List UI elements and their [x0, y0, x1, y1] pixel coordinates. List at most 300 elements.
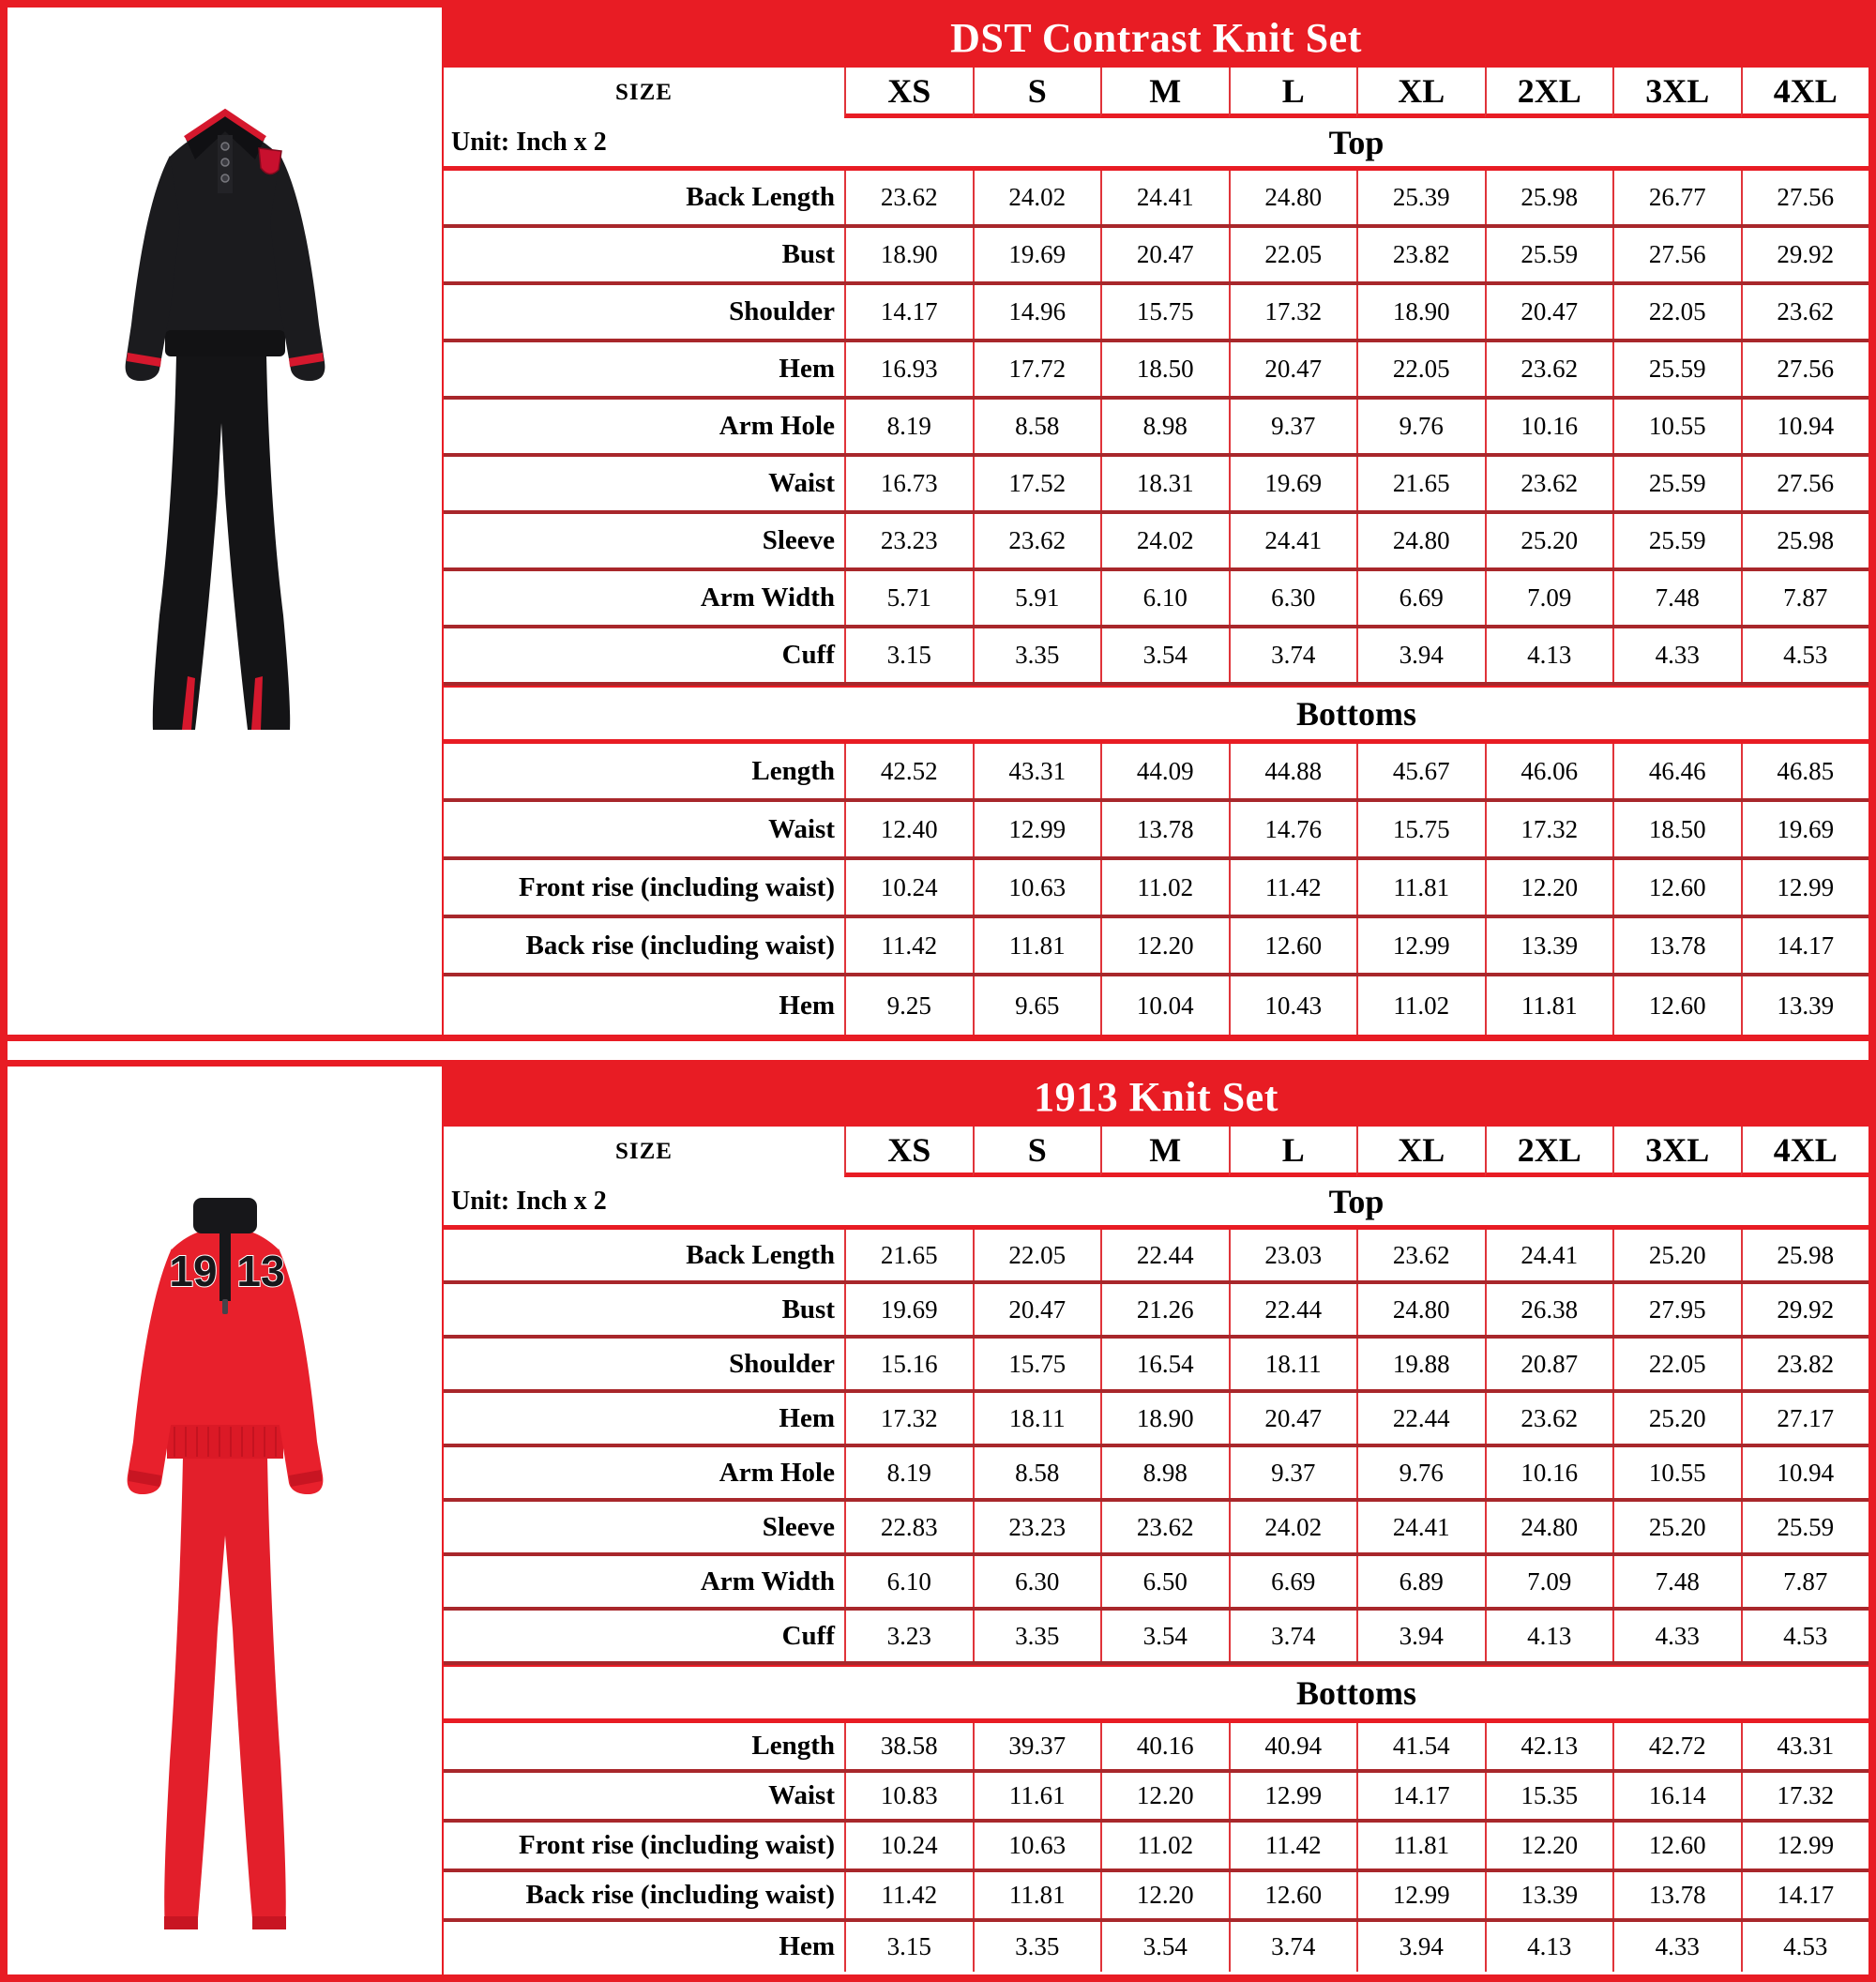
measurement-value: 25.20 [1612, 1502, 1741, 1552]
measurement-value: 9.65 [973, 976, 1101, 1035]
unit-and-top-row [444, 1177, 1868, 1230]
measurement-value: 12.99 [1356, 1872, 1485, 1918]
measurement-value: 23.62 [1485, 342, 1613, 396]
measurement-value: 22.05 [1356, 342, 1485, 396]
measurement-value: 25.59 [1612, 457, 1741, 510]
measurement-value: 10.55 [1612, 1447, 1741, 1498]
measurement-value: 23.03 [1229, 1230, 1357, 1280]
size-header-m: M [1100, 68, 1229, 118]
measurement-value: 25.39 [1356, 171, 1485, 224]
measurement-value: 23.62 [1485, 457, 1613, 510]
measurement-value: 19.69 [844, 1284, 973, 1335]
measurement-label: Back Length [686, 182, 835, 212]
measurement-value: 44.88 [1229, 744, 1357, 798]
measurement-row [444, 400, 1868, 457]
measurement-value: 6.50 [1100, 1556, 1229, 1607]
measurement-value: 18.90 [844, 228, 973, 281]
group-title-bottoms: Bottoms [1296, 1673, 1416, 1712]
measurement-value: 12.20 [1100, 918, 1229, 973]
group-header-bottoms [444, 686, 1868, 744]
measurement-value: 3.94 [1356, 1611, 1485, 1661]
measurement-value: 25.20 [1612, 1393, 1741, 1444]
measurement-value: 12.99 [1229, 1773, 1357, 1819]
measurement-value: 20.47 [1485, 285, 1613, 339]
product-photo-area [8, 8, 442, 1035]
measurement-value: 18.31 [1100, 457, 1229, 510]
measurement-value: 20.87 [1485, 1339, 1613, 1389]
measurement-row [444, 1230, 1868, 1284]
measurement-value: 17.32 [844, 1393, 973, 1444]
measurement-value: 3.23 [844, 1611, 973, 1661]
measurement-label: Arm Width [700, 1566, 835, 1596]
measurement-row [444, 571, 1868, 628]
measurement-row [444, 514, 1868, 571]
zipper-pull [222, 1299, 228, 1314]
measurement-value: 4.13 [1485, 628, 1613, 682]
measurement-value: 10.24 [844, 1823, 973, 1869]
ankle-rib [164, 1916, 198, 1929]
measurement-label: Arm Hole [719, 411, 835, 441]
measurement-value: 7.87 [1741, 571, 1869, 625]
button [221, 159, 229, 166]
measurement-value: 4.53 [1741, 1611, 1869, 1661]
measurement-value: 14.96 [973, 285, 1101, 339]
measurement-label: Arm Width [700, 582, 835, 613]
size-header-l: L [1229, 1127, 1357, 1177]
size-table [442, 8, 1868, 1035]
product-section [8, 8, 1868, 1035]
measurement-row [444, 1723, 1868, 1773]
measurement-value: 11.42 [1229, 860, 1357, 915]
measurement-value: 14.17 [844, 285, 973, 339]
size-header-row [444, 1127, 1868, 1177]
unit-label: Unit: Inch x 2 [451, 1186, 607, 1216]
measurement-value: 42.72 [1612, 1723, 1741, 1769]
measurement-value: 10.94 [1741, 1447, 1869, 1498]
size-header-xs: XS [844, 1127, 973, 1177]
measurement-value: 25.98 [1741, 1230, 1869, 1280]
measurement-value: 6.69 [1229, 1556, 1357, 1607]
measurement-value: 8.19 [844, 1447, 973, 1498]
unit-label: Unit: Inch x 2 [451, 127, 607, 157]
measurement-value: 22.05 [1612, 285, 1741, 339]
measurement-value: 29.92 [1741, 1284, 1869, 1335]
measurement-value: 6.10 [844, 1556, 973, 1607]
measurement-value: 27.17 [1741, 1393, 1869, 1444]
measurement-value: 23.62 [844, 171, 973, 224]
group-title-top: Top [1328, 1182, 1384, 1220]
measurement-value: 7.48 [1612, 1556, 1741, 1607]
button [221, 143, 229, 150]
mock-collar [193, 1198, 257, 1233]
measurement-value: 20.47 [973, 1284, 1101, 1335]
measurement-value: 12.20 [1485, 1823, 1613, 1869]
measurement-value: 21.26 [1100, 1284, 1229, 1335]
measurement-row [444, 1339, 1868, 1393]
measurement-label: Waist [768, 813, 835, 844]
measurement-value: 27.56 [1741, 171, 1869, 224]
measurement-value: 46.85 [1741, 744, 1869, 798]
measurement-value: 13.39 [1485, 918, 1613, 973]
measurement-value: 4.53 [1741, 1922, 1869, 1972]
measurement-label: Bust [781, 239, 835, 269]
measurement-value: 3.35 [973, 1611, 1101, 1661]
measurement-value: 10.94 [1741, 400, 1869, 453]
measurement-value: 14.17 [1741, 918, 1869, 973]
measurement-value: 18.50 [1100, 342, 1229, 396]
measurement-value: 16.14 [1612, 1773, 1741, 1819]
section-divider [8, 1035, 1868, 1067]
measurement-value: 10.63 [973, 860, 1101, 915]
measurement-value: 18.11 [973, 1393, 1101, 1444]
measurement-label: Shoulder [729, 296, 835, 326]
size-header-row [444, 68, 1868, 118]
measurement-value: 19.69 [1741, 802, 1869, 856]
pants-shape [152, 355, 289, 730]
measurement-value: 12.99 [1741, 1823, 1869, 1869]
measurement-label: Sleeve [762, 525, 835, 555]
measurement-value: 9.76 [1356, 400, 1485, 453]
waist-rib-band [167, 1425, 283, 1459]
measurement-value: 25.59 [1485, 228, 1613, 281]
measurement-label: Front rise (including waist) [519, 871, 835, 902]
measurement-value: 6.30 [1229, 571, 1357, 625]
product-photo-red-1913-knit-set [84, 1160, 366, 1967]
measurement-value: 19.88 [1356, 1339, 1485, 1389]
measurement-value: 11.81 [1356, 860, 1485, 915]
measurement-row [444, 1611, 1868, 1665]
measurement-value: 24.80 [1485, 1502, 1613, 1552]
measurement-value: 18.90 [1356, 285, 1485, 339]
measurement-label: Bust [781, 1294, 835, 1324]
measurement-value: 20.47 [1229, 1393, 1357, 1444]
chest-text-left: 19 [168, 1247, 218, 1295]
measurement-value: 16.73 [844, 457, 973, 510]
measurement-row [444, 1922, 1868, 1972]
button [221, 174, 229, 182]
measurement-label: Length [751, 1731, 835, 1761]
measurement-value: 7.09 [1485, 1556, 1613, 1607]
measurement-label: Length [751, 755, 835, 786]
measurement-value: 8.19 [844, 400, 973, 453]
ankle-rib [252, 1916, 286, 1929]
measurement-value: 12.60 [1612, 860, 1741, 915]
measurement-value: 25.20 [1485, 514, 1613, 567]
measurement-value: 12.60 [1229, 918, 1357, 973]
measurement-value: 25.59 [1612, 514, 1741, 567]
measurement-value: 5.91 [973, 571, 1101, 625]
group-header-spacer [444, 688, 844, 739]
measurement-value: 21.65 [1356, 457, 1485, 510]
measurement-value: 16.93 [844, 342, 973, 396]
measurement-value: 9.25 [844, 976, 973, 1035]
size-header-l: L [1229, 68, 1357, 118]
group-title-top: Top [1328, 123, 1384, 161]
measurement-value: 13.39 [1741, 976, 1869, 1035]
size-column-header: SIZE [615, 1139, 673, 1164]
measurement-value: 9.76 [1356, 1447, 1485, 1498]
measurement-label: Arm Hole [719, 1457, 835, 1488]
zipper [219, 1230, 231, 1301]
measurement-value: 26.77 [1612, 171, 1741, 224]
measurement-value: 15.75 [1356, 802, 1485, 856]
measurement-label: Back Length [686, 1239, 835, 1270]
measurement-value: 11.81 [1485, 976, 1613, 1035]
measurement-value: 43.31 [973, 744, 1101, 798]
size-header-s: S [973, 68, 1101, 118]
measurement-label: Front rise (including waist) [519, 1830, 835, 1860]
measurement-value: 17.32 [1741, 1773, 1869, 1819]
measurement-value: 6.30 [973, 1556, 1101, 1607]
group-header-bottoms [444, 1665, 1868, 1723]
measurement-value: 10.16 [1485, 400, 1613, 453]
measurement-value: 3.94 [1356, 628, 1485, 682]
measurement-row [444, 860, 1868, 918]
chest-text-right: 13 [235, 1247, 285, 1295]
measurement-value: 10.55 [1612, 400, 1741, 453]
sweater-hem-band [165, 330, 285, 356]
measurement-value: 41.54 [1356, 1723, 1485, 1769]
measurement-value: 3.74 [1229, 1922, 1357, 1972]
measurement-value: 3.74 [1229, 1611, 1357, 1661]
measurement-value: 7.09 [1485, 571, 1613, 625]
measurement-value: 16.54 [1100, 1339, 1229, 1389]
leggings-shape [164, 1457, 286, 1929]
size-header-s: S [973, 1127, 1101, 1177]
measurement-value: 18.11 [1229, 1339, 1357, 1389]
measurement-value: 23.82 [1741, 1339, 1869, 1389]
measurement-value: 25.59 [1612, 342, 1741, 396]
measurement-value: 6.89 [1356, 1556, 1485, 1607]
measurement-value: 40.94 [1229, 1723, 1357, 1769]
measurement-value: 4.13 [1485, 1611, 1613, 1661]
product-photo-area [8, 1067, 442, 1974]
measurement-value: 22.44 [1356, 1393, 1485, 1444]
size-header-3xl: 3XL [1612, 1127, 1741, 1177]
measurement-value: 45.67 [1356, 744, 1485, 798]
measurement-value: 22.44 [1100, 1230, 1229, 1280]
measurement-value: 24.80 [1356, 1284, 1485, 1335]
measurement-row [444, 1823, 1868, 1872]
measurement-value: 11.02 [1100, 860, 1229, 915]
measurement-value: 8.98 [1100, 400, 1229, 453]
size-column-header: SIZE [615, 80, 673, 105]
measurement-value: 6.69 [1356, 571, 1485, 625]
measurement-row [444, 802, 1868, 860]
measurement-row [444, 171, 1868, 228]
measurement-value: 4.13 [1485, 1922, 1613, 1972]
measurement-value: 17.72 [973, 342, 1101, 396]
measurement-value: 11.02 [1100, 1823, 1229, 1869]
measurement-value: 22.05 [1229, 228, 1357, 281]
measurement-value: 3.15 [844, 628, 973, 682]
measurement-value: 4.33 [1612, 1611, 1741, 1661]
measurement-value: 12.60 [1229, 1872, 1357, 1918]
measurement-value: 11.02 [1356, 976, 1485, 1035]
measurement-value: 25.98 [1485, 171, 1613, 224]
measurement-value: 13.78 [1612, 1872, 1741, 1918]
measurement-value: 25.20 [1612, 1230, 1741, 1280]
measurement-value: 5.71 [844, 571, 973, 625]
measurement-value: 11.42 [1229, 1823, 1357, 1869]
measurement-value: 11.61 [973, 1773, 1101, 1819]
measurement-value: 3.54 [1100, 1922, 1229, 1972]
measurement-value: 42.52 [844, 744, 973, 798]
size-header-m: M [1100, 1127, 1229, 1177]
measurement-row [444, 1284, 1868, 1339]
measurement-value: 29.92 [1741, 228, 1869, 281]
measurement-label: Hem [779, 354, 835, 384]
measurement-value: 11.81 [973, 1872, 1101, 1918]
measurement-value: 3.54 [1100, 628, 1229, 682]
measurement-value: 19.69 [973, 228, 1101, 281]
measurement-row [444, 1393, 1868, 1447]
group-header-spacer [444, 1667, 844, 1718]
measurement-value: 15.75 [1100, 285, 1229, 339]
measurement-label: Cuff [781, 1620, 835, 1651]
measurement-row [444, 285, 1868, 342]
size-header-xl: XL [1356, 1127, 1485, 1177]
measurement-value: 4.33 [1612, 1922, 1741, 1972]
measurement-label: Back rise (including waist) [525, 930, 835, 961]
measurement-row [444, 918, 1868, 976]
measurement-value: 24.41 [1485, 1230, 1613, 1280]
size-table [442, 1067, 1868, 1974]
measurement-label: Sleeve [762, 1511, 835, 1542]
measurement-value: 12.20 [1100, 1872, 1229, 1918]
measurement-value: 9.37 [1229, 1447, 1357, 1498]
measurement-label: Hem [779, 990, 835, 1021]
measurement-value: 9.37 [1229, 400, 1357, 453]
measurement-value: 14.17 [1356, 1773, 1485, 1819]
measurement-value: 24.02 [1229, 1502, 1357, 1552]
measurement-value: 22.05 [973, 1230, 1101, 1280]
measurement-row [444, 228, 1868, 285]
measurement-value: 23.62 [1485, 1393, 1613, 1444]
measurement-value: 15.16 [844, 1339, 973, 1389]
measurement-value: 15.35 [1485, 1773, 1613, 1819]
chest-crest [259, 148, 281, 174]
measurement-value: 11.81 [1356, 1823, 1485, 1869]
measurement-value: 21.65 [844, 1230, 973, 1280]
measurement-value: 24.02 [1100, 514, 1229, 567]
measurement-value: 11.42 [844, 918, 973, 973]
measurement-value: 25.98 [1741, 514, 1869, 567]
measurement-value: 8.58 [973, 400, 1101, 453]
measurement-row [444, 744, 1868, 802]
measurement-label: Back rise (including waist) [525, 1880, 835, 1910]
measurement-value: 6.10 [1100, 571, 1229, 625]
measurement-value: 10.83 [844, 1773, 973, 1819]
measurement-value: 23.23 [973, 1502, 1101, 1552]
measurement-value: 27.56 [1741, 342, 1869, 396]
measurement-row [444, 1773, 1868, 1823]
measurement-value: 4.33 [1612, 628, 1741, 682]
measurement-value: 43.31 [1741, 1723, 1869, 1769]
measurement-value: 22.83 [844, 1502, 973, 1552]
group-title-bottoms: Bottoms [1296, 694, 1416, 733]
measurement-value: 14.76 [1229, 802, 1357, 856]
measurement-value: 11.42 [844, 1872, 973, 1918]
measurement-value: 3.54 [1100, 1611, 1229, 1661]
measurement-value: 13.78 [1612, 918, 1741, 973]
measurement-value: 38.58 [844, 1723, 973, 1769]
measurement-label: Cuff [781, 640, 835, 670]
measurement-value: 22.44 [1229, 1284, 1357, 1335]
section-title-bar [444, 1067, 1868, 1127]
section-title: 1913 Knit Set [1034, 1073, 1278, 1120]
measurement-value: 12.20 [1485, 860, 1613, 915]
size-header-xl: XL [1356, 68, 1485, 118]
measurement-row [444, 1556, 1868, 1611]
measurement-value: 19.69 [1229, 457, 1357, 510]
measurement-value: 46.46 [1612, 744, 1741, 798]
measurement-value: 10.43 [1229, 976, 1357, 1035]
measurement-value: 46.06 [1485, 744, 1613, 798]
size-header-2xl: 2XL [1485, 1127, 1613, 1177]
measurement-label: Waist [768, 1780, 835, 1810]
measurement-value: 17.52 [973, 457, 1101, 510]
measurement-value: 7.48 [1612, 571, 1741, 625]
size-header-4xl: 4XL [1741, 1127, 1869, 1177]
measurement-value: 3.94 [1356, 1922, 1485, 1972]
section-title-bar [444, 8, 1868, 68]
measurement-value: 3.35 [973, 628, 1101, 682]
measurement-value: 12.99 [1741, 860, 1869, 915]
unit-and-top-row [444, 118, 1868, 171]
measurement-value: 8.98 [1100, 1447, 1229, 1498]
measurement-value: 18.50 [1612, 802, 1741, 856]
measurement-value: 23.23 [844, 514, 973, 567]
measurement-value: 40.16 [1100, 1723, 1229, 1769]
measurement-value: 12.20 [1100, 1773, 1229, 1819]
measurement-value: 24.41 [1229, 514, 1357, 567]
measurement-value: 23.82 [1356, 228, 1485, 281]
measurement-value: 13.78 [1100, 802, 1229, 856]
measurement-value: 44.09 [1100, 744, 1229, 798]
section-title: DST Contrast Knit Set [950, 14, 1362, 61]
measurement-value: 23.62 [973, 514, 1101, 567]
measurement-value: 22.05 [1612, 1339, 1741, 1389]
measurement-value: 23.62 [1741, 285, 1869, 339]
measurement-value: 7.87 [1741, 1556, 1869, 1607]
measurement-value: 12.99 [973, 802, 1101, 856]
measurement-row [444, 1502, 1868, 1556]
measurement-value: 39.37 [973, 1723, 1101, 1769]
measurement-value: 3.74 [1229, 628, 1357, 682]
measurement-label: Waist [768, 468, 835, 498]
measurement-row [444, 1447, 1868, 1502]
measurement-value: 27.95 [1612, 1284, 1741, 1335]
measurement-value: 26.38 [1485, 1284, 1613, 1335]
measurement-value: 14.17 [1741, 1872, 1869, 1918]
measurement-value: 20.47 [1229, 342, 1357, 396]
measurement-value: 24.41 [1100, 171, 1229, 224]
size-header-4xl: 4XL [1741, 68, 1869, 118]
measurement-value: 10.16 [1485, 1447, 1613, 1498]
measurement-value: 12.60 [1612, 1823, 1741, 1869]
measurement-value: 18.90 [1100, 1393, 1229, 1444]
measurement-row [444, 976, 1868, 1035]
measurement-value: 3.15 [844, 1922, 973, 1972]
measurement-value: 13.39 [1485, 1872, 1613, 1918]
measurement-value: 27.56 [1741, 457, 1869, 510]
measurement-label: Hem [779, 1931, 835, 1961]
measurement-value: 23.62 [1356, 1230, 1485, 1280]
measurement-value: 24.41 [1356, 1502, 1485, 1552]
measurement-value: 17.32 [1485, 802, 1613, 856]
measurement-value: 25.59 [1741, 1502, 1869, 1552]
